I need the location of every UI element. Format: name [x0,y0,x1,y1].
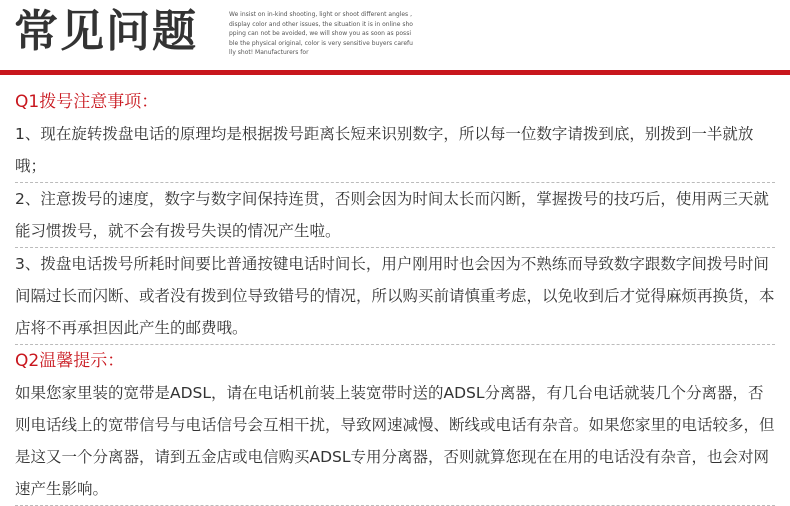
q2-text: 如果您家里装的宽带是ADSL，请在电话机前装上装宽带时送的ADSL分离器，有几台电话就装几个分离器，否则电话线上的宽带信号与电话信号会互相干扰，导致网速减慢、断线或电话有杂音。如果您家里的电话较多，但是这又一个分离器，请到五金店或电信购买ADSL专用分离器，否则就算您现在在用的电话没有杂音，也会对网速产生影响。 [15,377,775,506]
red-divider-bar [0,70,790,75]
q1-item-2: 2、注意拨号的速度，数字与数字间保持连贯，否则会因为时间太长而闪断，掌握拨号的技巧后，使用两三天就能习惯拨号，就不会有拨号失误的情况产生啦。 [15,183,775,248]
q1-item-3: 3、拨盘电话拨号所耗时间要比普通按键电话时间长，用户刚用时也会因为不熟练而导致数字跟数字间拨号时间间隔过长而闪断、或者没有拨到位导致错号的情况，所以购买前请慎重考虑，以免收到后才觉得麻烦再换货，本店将不再承担因此产生的邮费哦。 [15,248,775,345]
header-english-note: We insist on in-kind shooting, light or shoot different angles , display color and other issues, the situation it is in online shopping can not be avoided, we will show you as soon as possible the physical original, color is very sensitive buyers carefully shot! Manufacturers for [229,11,413,56]
q2-title: Q2温馨提示： [15,351,125,371]
q1-title: Q1拨号注意事项： [15,92,159,112]
q1-item-1: 1、现在旋转拨盘电话的原理均是根据拨号距离长短来识别数字，所以每一位数字请拨到底，别拨到一半就放哦； [15,118,775,183]
faq-content [15,86,775,506]
page-title: 常见问题 [14,6,198,57]
header [0,0,790,72]
